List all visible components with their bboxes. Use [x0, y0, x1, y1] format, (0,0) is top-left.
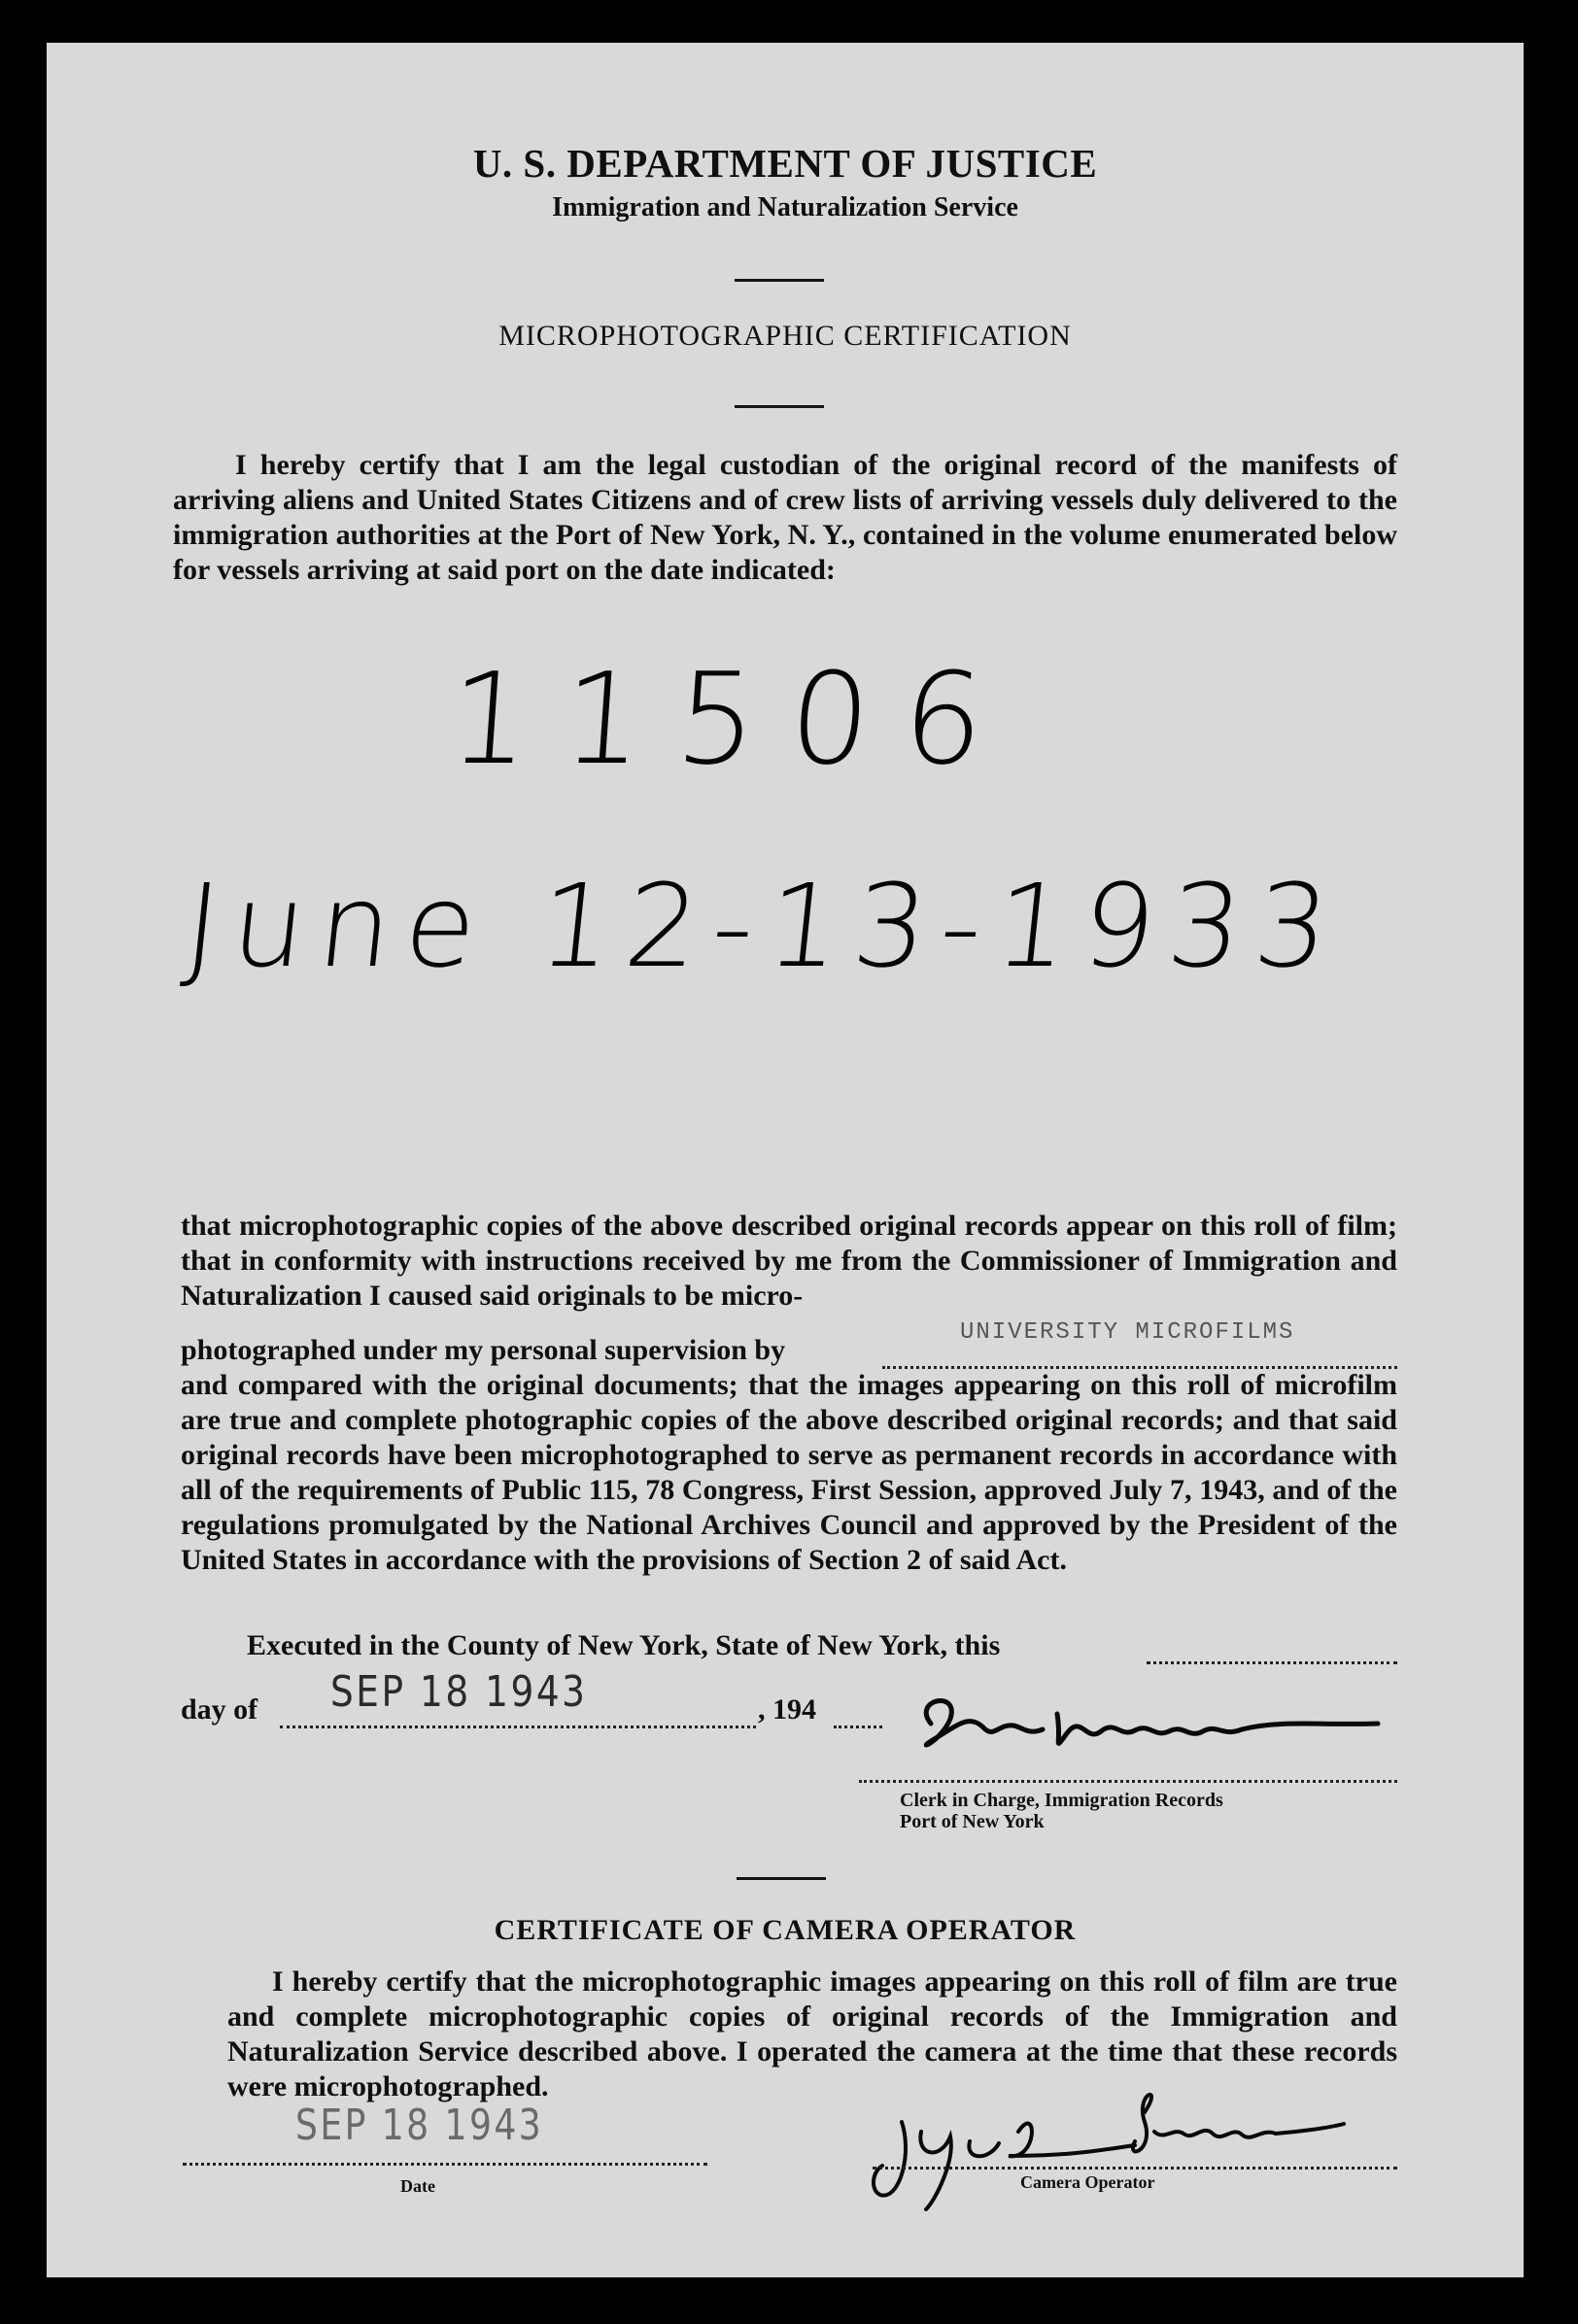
divider — [735, 405, 824, 408]
execution-date-stamp: SEP 18 1943 — [330, 1667, 588, 1717]
clerk-signature — [892, 1685, 1397, 1772]
camera-operator-title: CERTIFICATE OF CAMERA OPERATOR — [494, 1914, 1077, 1946]
handwritten-volume-number: 11506 — [444, 645, 1022, 793]
body-paragraph-part2: and compared with the original documents; that the images appearing on this roll of microfilm are true and complete photographic copies of the above described original records; and that said original records have been microphotographed to serve as permanent records in accordance with all of the requirements of Public 115, 78 Congress, First Session, approved July 7, 1943, and of the regulations promulgated by the National Archives Council and approved by the President of the United States in accordance with the provisions of Section 2 of said Act. — [181, 1369, 1397, 1576]
intro-paragraph: I hereby certify that I am the legal custodian of the original record of the manifests of arriving aliens and United States Citizens and of crew lists of arriving vessels duly delivered to the immigration authorities at the Port of New York, N. Y., contained in the volume enumerated below for vessels arriving at said port on the date indicated: — [173, 449, 1397, 586]
date-label: Date — [400, 2176, 435, 2196]
clerk-title-line1: Clerk in Charge, Immigration Records — [900, 1790, 1223, 1811]
clerk-title-line2: Port of New York — [900, 1811, 1045, 1832]
typed-supervisor-name: UNIVERSITY MICROFILMS — [960, 1319, 1295, 1346]
certification-title: MICROPHOTOGRAPHIC CERTIFICATION — [498, 320, 1072, 352]
year-label: , 194 — [758, 1693, 816, 1726]
executed-line: Executed in the County of New York, State of New York, this — [247, 1629, 1001, 1661]
service-subheading: Immigration and Naturalization Service — [552, 192, 1018, 222]
date-dotted-line — [183, 2163, 707, 2166]
day-dotted-line — [280, 1726, 756, 1728]
day-of-label: day of — [181, 1693, 258, 1726]
department-heading: U. S. DEPARTMENT OF JUSTICE — [472, 141, 1098, 186]
handwritten-date: June 12-13-1933 — [178, 859, 1350, 993]
camera-operator-signature-line — [873, 2167, 1397, 2170]
camera-operator-paragraph: I hereby certify that the microphotographic images appearing on this roll of film are true and complete microphotographic copies of original records of the Immigration and Naturalization Service described above. I operated the camera at the time that these records were microphotographed. — [227, 1965, 1397, 2102]
divider — [735, 279, 824, 282]
camera-date-stamp: SEP 18 1943 — [295, 2101, 544, 2150]
divider — [737, 1877, 826, 1880]
supervision-line-label: photographed under my personal supervision by — [181, 1334, 786, 1366]
body-paragraph-part1: that microphotographic copies of the above described original records appear on this roll of film; that in conformity with instructions received by me from the Commissioner of Immigration and Naturalization I caused said originals to be micro- — [181, 1210, 1397, 1312]
camera-operator-signature — [843, 2064, 1349, 2219]
executed-dotted-line — [1147, 1661, 1397, 1664]
clerk-signature-line — [859, 1780, 1397, 1783]
year-dotted-line — [834, 1726, 882, 1728]
certificate-page — [47, 43, 1524, 2277]
camera-operator-label: Camera Operator — [1020, 2172, 1155, 2192]
